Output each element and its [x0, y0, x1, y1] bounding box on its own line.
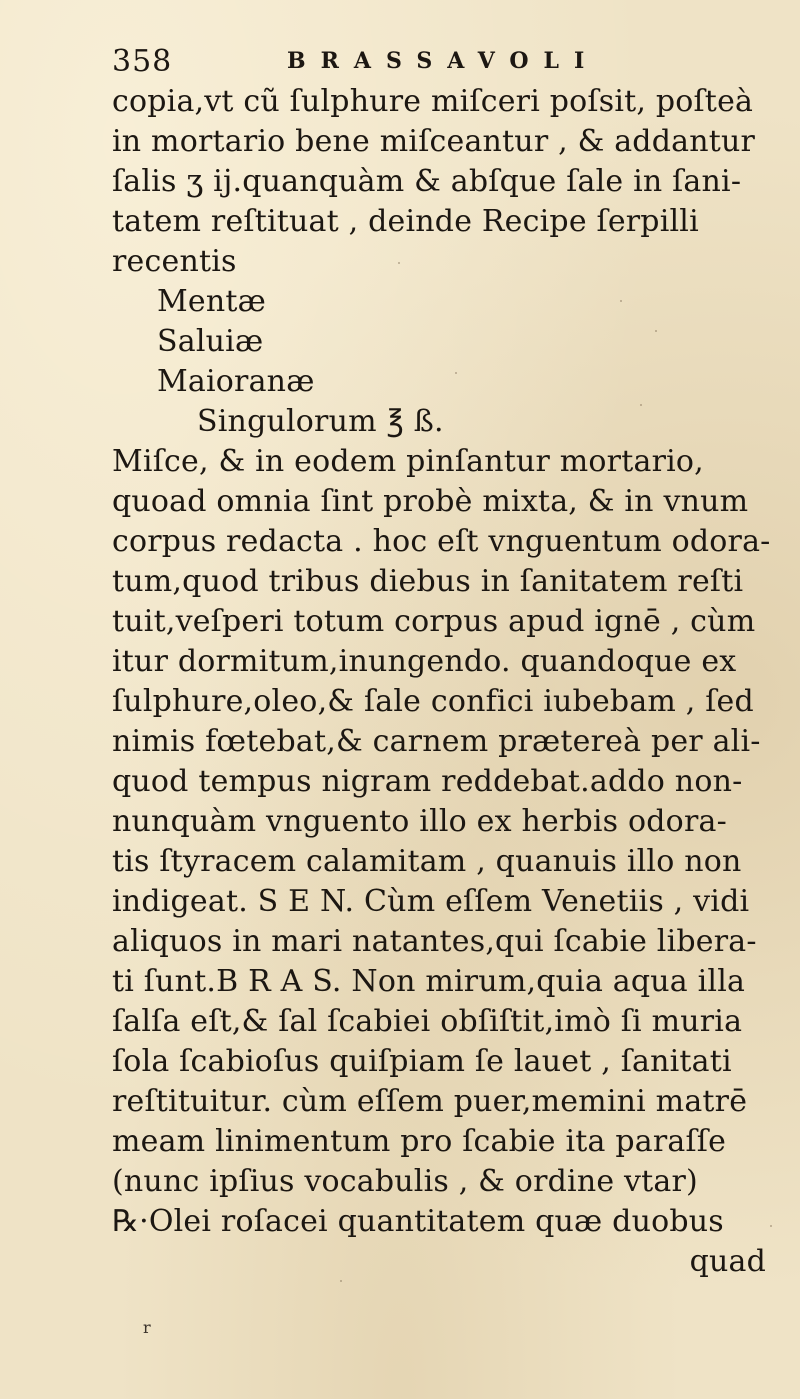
text-line: tuit,veſperi totum corpus apud ignē , cùm: [112, 604, 756, 639]
body-text: [112, 82, 792, 1282]
text-line: (nunc ipſius vocabulis , & ordine vtar): [112, 1164, 698, 1199]
text-line: indigeat. S E N. Cùm eſſem Venetiis , vidi: [112, 884, 750, 919]
recipe-quantity: Singulorum ℥ ß.: [197, 404, 444, 439]
text-line: quoad omnia ſint probè mixta, & in vnum: [112, 484, 749, 519]
text-line: corpus redacta . hoc eſt vnguentum odora-: [112, 524, 771, 559]
text-line: meam linimentum pro ſcabie ita paraſſe: [112, 1124, 727, 1159]
text-line: ſola ſcabioſus quiſpiam ſe lauet , ſanitati: [112, 1044, 732, 1079]
text-line: tum,quod tribus diebus in ſanitatem reſti: [112, 564, 744, 599]
text-line: ſulphure,oleo,& ſale confici iubebam , ſed: [112, 684, 754, 719]
text-line: tis ſtyracem calamitam , quanuis illo non: [112, 844, 742, 879]
text-line: ſalis ʒ ij.quanquàm & abſque ſale in ſani-: [112, 164, 742, 199]
page-number: 358: [112, 44, 173, 79]
text-line: tatem reſtituat , deinde Recipe ſerpilli: [112, 204, 699, 239]
text-line: quod tempus nigram reddebat.addo non-: [112, 764, 743, 799]
text-line: ti ſunt.B R A S. Non mirum,quia aqua illa: [112, 964, 746, 999]
recipe-ingredient: Maioranæ: [157, 364, 315, 399]
text-line: itur dormitum,inungendo. quandoque ex: [112, 644, 737, 679]
text-line: in mortario bene miſceantur , & addantur: [112, 124, 756, 159]
recipe-ingredient: Saluiæ: [157, 324, 264, 359]
text-line: copia,vt cũ ſulphure miſceri poſsit, poſteà: [112, 84, 754, 119]
signature-mark: r: [143, 1318, 151, 1337]
text-line: aliquos in mari natantes,qui ſcabie libera-: [112, 924, 757, 959]
text-line: Miſce, & in eodem pinſantur mortario,: [112, 444, 704, 479]
text-line: nimis fœtebat,& carnem prætereà per ali-: [112, 724, 761, 759]
text-line: reſtituitur. cùm eſſem puer,memini matrē: [112, 1084, 748, 1119]
recipe-ingredient: Mentæ: [157, 284, 267, 319]
text-line: ℞·Olei roſacei quantitatem quæ duobus: [112, 1204, 724, 1239]
page-header: [112, 38, 600, 79]
text-line: recentis: [112, 244, 237, 279]
running-head: BRASSAVOLI: [287, 48, 600, 74]
text-line: ſalſa eſt,& ſal ſcabiei obſiſtit,imò ſi muria: [112, 1004, 743, 1039]
catchword: quad: [689, 1244, 766, 1279]
text-line: nunquàm vnguento illo ex herbis odora-: [112, 804, 727, 839]
